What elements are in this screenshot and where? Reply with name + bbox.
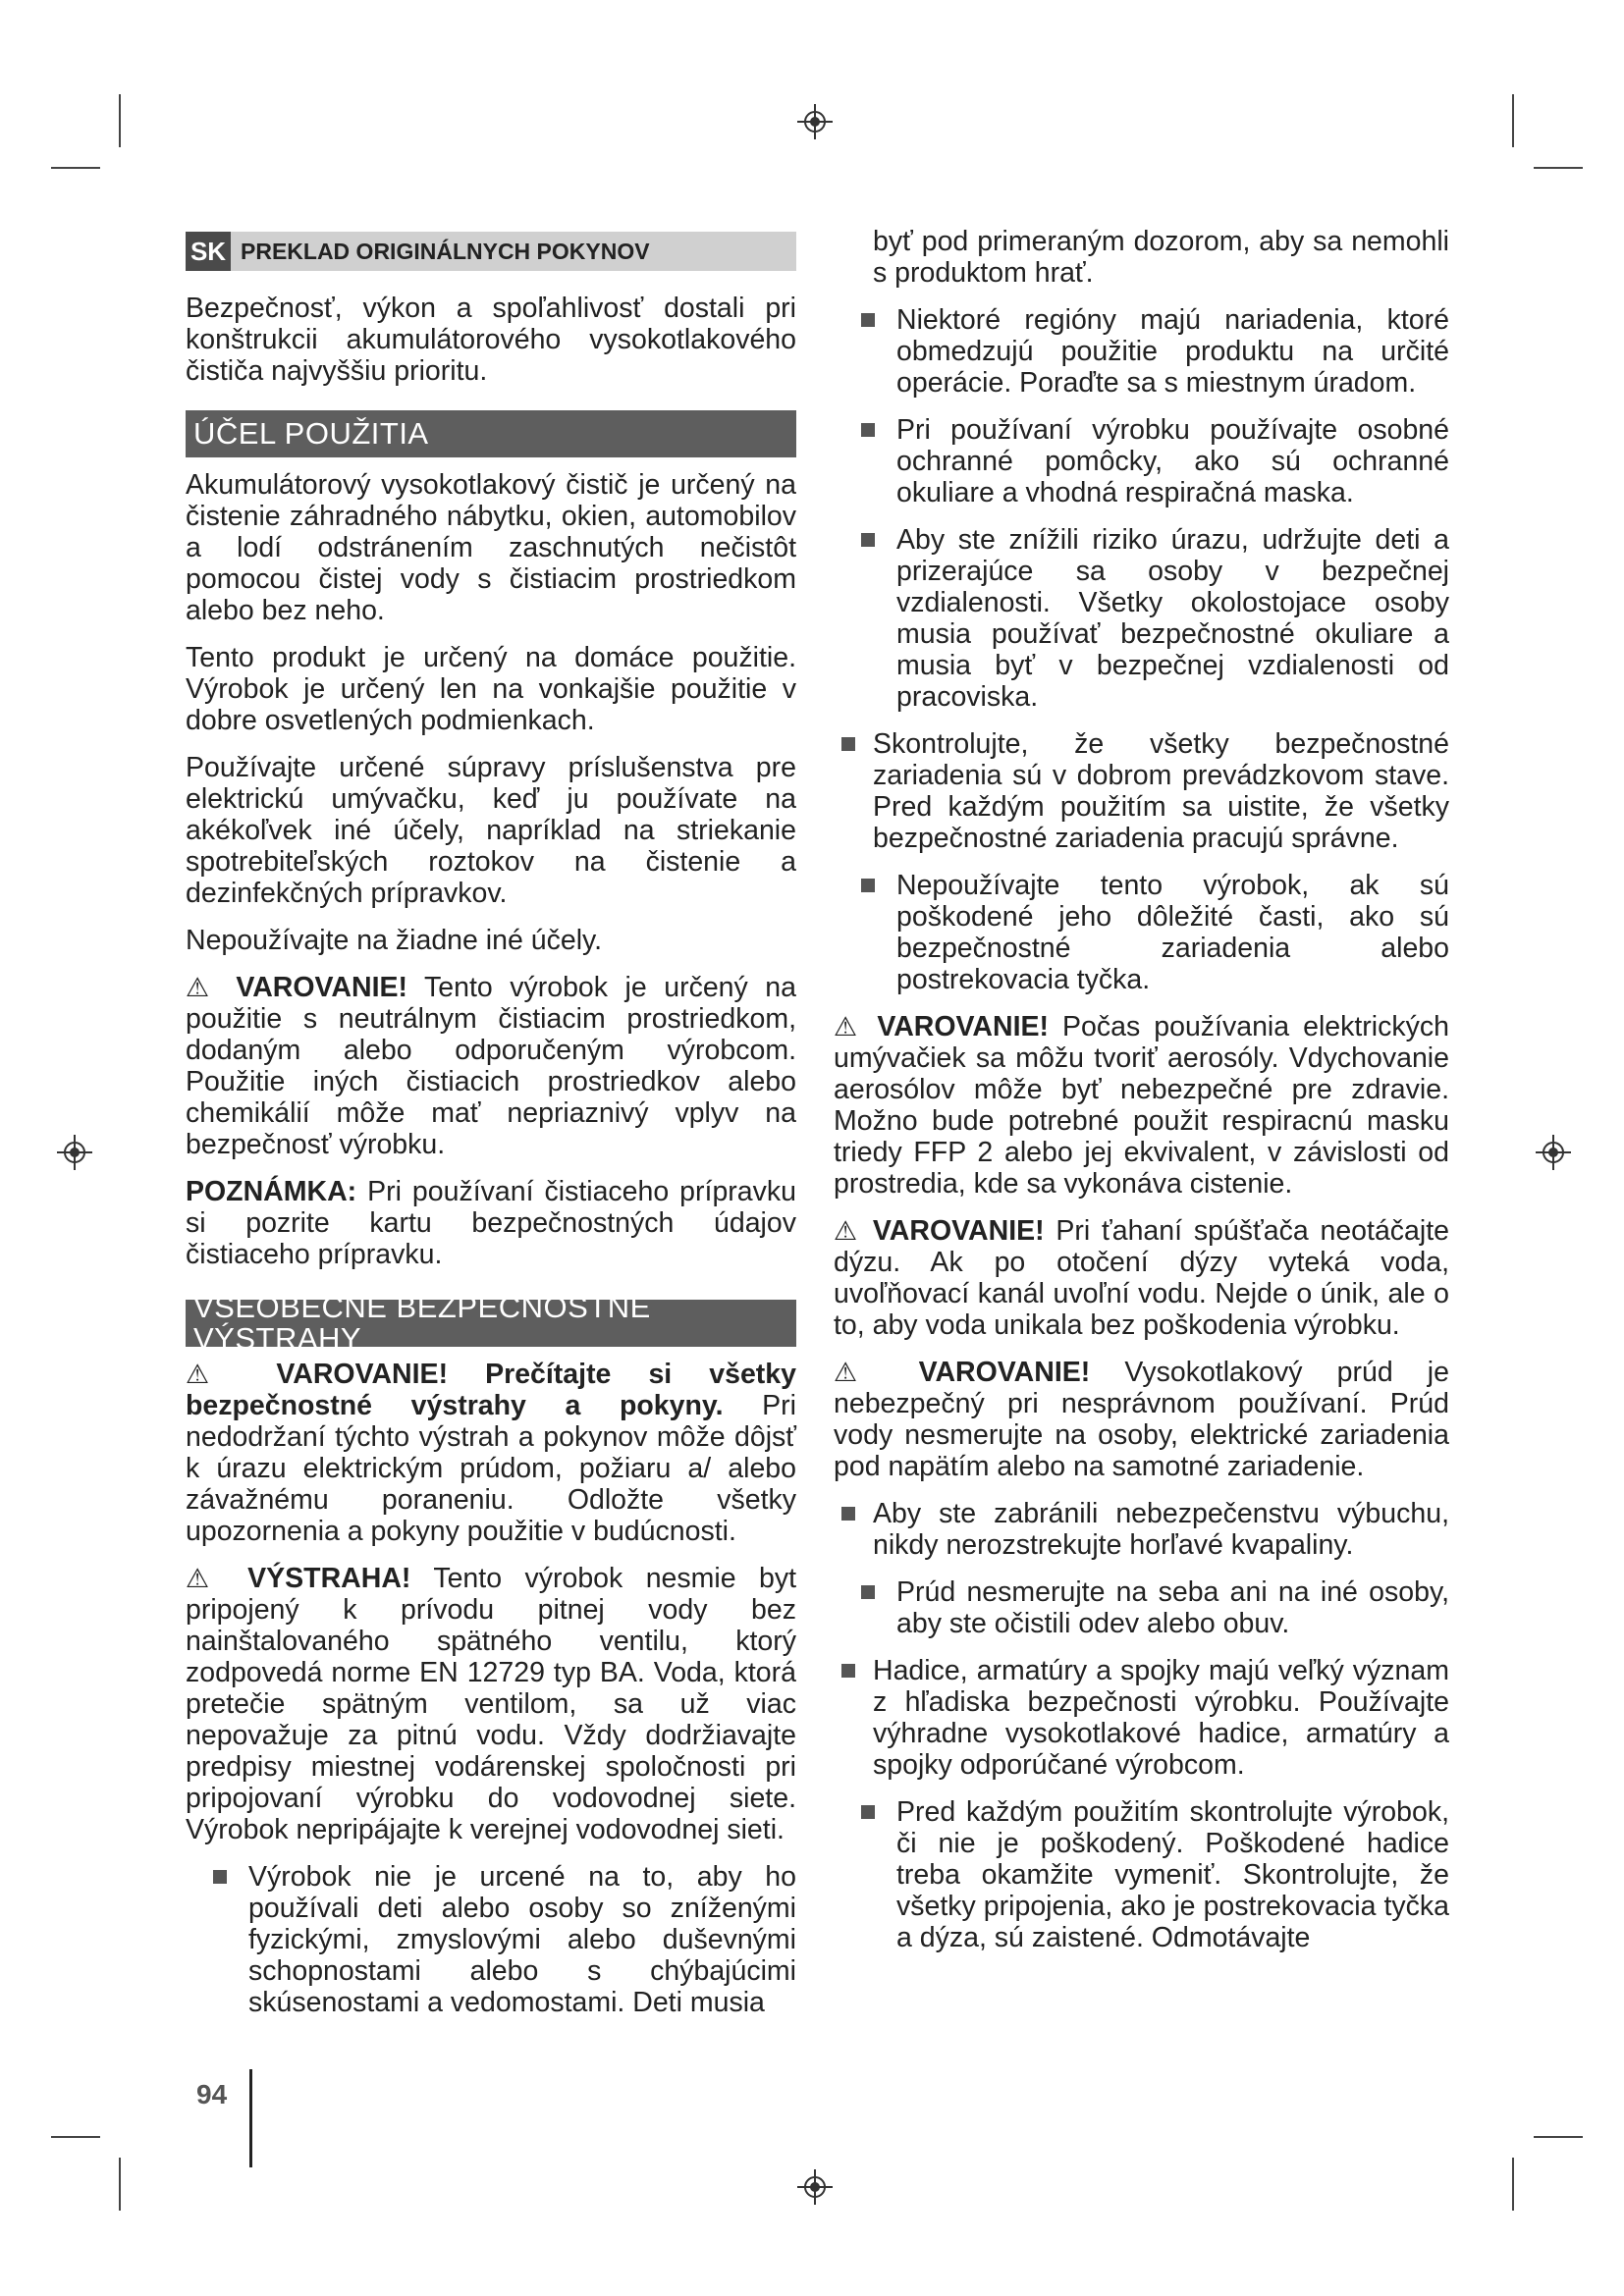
language-header — [186, 232, 796, 271]
crop-mark — [119, 2158, 121, 2211]
list-item — [834, 414, 1449, 508]
registration-mark-icon — [797, 104, 833, 139]
list-item-text: Niektoré regióny majú nariadenia, ktoré obmedzujú použitie produktu na určité operácie. Poraďte sa s miestnym úradom. — [896, 304, 1449, 399]
warning-label: VAROVANIE! — [872, 1215, 1045, 1247]
bullet-square-icon — [861, 879, 875, 892]
section-heading-usage: ÚČEL POUŽITIA — [186, 410, 796, 457]
warning-text: Pri nedodržaní týchto výstrah a pokynov môže dôjsť k úrazu elektrickým prúdom, požiaru a/ alebo závažnému poraneniu. Odložte všetky upozornenia a pokyny použitie v budúcnosti. — [186, 1390, 797, 1547]
list-item — [834, 1576, 1449, 1639]
usage-paragraph: Akumulátorový vysokotlakový čistič je určený na čistenie záhradného nábytku, okien, automobilov a lodí odstránením zaschnutých nečistôt pomocou čistej vody s čistiacim prostriedkom alebo bez neho. — [186, 469, 796, 626]
caution-text: Tento výrobok nesmie byt pripojený k prívodu pitnej vody bez nainštalovaného spätného ventilu, ktorý zodpovedá norme EN 12729 typ BA. Voda, ktorá pretečie spätným ventilom, sa už viac nepovažuje za pitnú vodu. Vždy dodržiavajte predpisy miestnej vodárenskej spoločnosti pri pripojovaní výrobku do vodovodnej siete. Výrobok nepripájajte k verejnej vodovodnej sieti. — [186, 1563, 797, 1845]
usage-paragraph: Používajte určené súpravy príslušenstva pre elektrickú umývačku, keď ju používate na akékoľvek iné účely, napríklad na striekanie spotrebiteľských roztokov na čistenie a dezinfekčných prípravkov. — [186, 752, 796, 909]
list-item — [834, 1498, 1449, 1561]
warning-paragraph — [834, 1215, 1449, 1341]
bullet-square-icon — [841, 1507, 855, 1521]
intro-paragraph: Bezpečnosť, výkon a spoľahlivosť dostali pri konštrukcii akumulátorového vysokotlakového čističa najvyššiu prioritu. — [186, 293, 796, 387]
warning-paragraph — [186, 972, 796, 1160]
note-label: POZNÁMKA: — [186, 1176, 357, 1207]
warning-text: Pri ťahaní spúšťača neotáčajte dýzu. Ak po otočení dýzy vyteká voda, uvoľňovací kanál uvoľní vodu. Nejde o únik, ale o to, aby voda unikala bez poškodenia výrobku. — [834, 1215, 1450, 1341]
list-item-text: Aby ste znížili riziko úrazu, udržujte deti a prizerajúce sa osoby v bezpečnej vzdialenosti. Všetky okolostojace osoby musia používať bezpečnostné okuliare a musia byť v bezpečnej vzdialenosti od pracoviska. — [896, 524, 1449, 713]
bullet-square-icon — [841, 1664, 855, 1678]
list-item — [834, 870, 1449, 995]
note-text: Pri používaní čistiaceho prípravku si pozrite kartu bezpečnostných údajov čistiaceho prípravku. — [186, 1176, 796, 1270]
crop-mark — [51, 167, 100, 169]
warning-label: VAROVANIE! — [236, 972, 408, 1003]
language-title: PREKLAD ORIGINÁLNYCH POKYNOV — [241, 239, 650, 264]
list-item — [834, 1796, 1449, 1953]
warning-triangle-icon: ⚠ — [834, 1358, 885, 1387]
right-column — [834, 226, 1449, 1969]
list-item-text: Skontrolujte, že všetky bezpečnostné zariadenia sú v dobrom prevádzkovom stave. Pred každým použitím sa uistite, že všetky bezpečnostné zariadenia pracujú správne. — [873, 728, 1449, 854]
crop-mark — [1534, 2136, 1583, 2138]
list-item-text: Pri používaní výrobku používajte osobné ochranné pomôcky, ako sú ochranné okuliare a vhodná respiračná maska. — [896, 414, 1449, 508]
continued-paragraph: byť pod primeraným dozorom, aby sa nemohli s produktom hrať. — [873, 226, 1449, 289]
crop-mark — [1534, 167, 1583, 169]
list-item-text: Pred každým použitím skontrolujte výrobok, či nie je poškodený. Poškodené hadice treba okamžite vymeniť. Skontrolujte, že všetky pripojenia, ako je postrekovacia tyčka a dýza, sú zaistené. Odmotávajte — [896, 1796, 1449, 1953]
list-item — [834, 728, 1449, 854]
bullet-square-icon — [861, 1805, 875, 1819]
note-paragraph — [186, 1176, 796, 1270]
registration-mark-icon — [1536, 1135, 1571, 1170]
bullet-square-icon — [861, 313, 875, 327]
list-item — [186, 1861, 796, 2018]
bullet-square-icon — [861, 423, 875, 437]
list-item — [834, 524, 1449, 713]
page-number: 94 — [196, 2079, 228, 2109]
list-item — [834, 304, 1449, 399]
warning-label: VAROVANIE! Prečítajte si všetky bezpečnostné výstrahy a pokyny. — [186, 1359, 796, 1421]
crop-mark — [1512, 2158, 1514, 2211]
crop-mark — [119, 94, 121, 147]
language-code: SK — [186, 232, 231, 271]
warning-paragraph — [186, 1359, 796, 1547]
list-item-text: Aby ste zabránili nebezpečenstvu výbuchu, nikdy nerozstrekujte horľavé kvapaliny. — [873, 1498, 1449, 1561]
bullet-square-icon — [861, 533, 875, 547]
warning-triangle-icon: ⚠ — [186, 1360, 240, 1389]
usage-paragraph: Tento produkt je určený na domáce použitie. Výrobok je určený len na vonkajšie použitie v dobre osvetlených podmienkach. — [186, 642, 796, 736]
list-item-text: Nepoužívajte tento výrobok, ak sú poškodené jeho dôležité časti, ako sú bezpečnostné zariadenia alebo postrekovacia tyčka. — [896, 870, 1449, 995]
warning-label: VAROVANIE! — [918, 1357, 1091, 1388]
section-heading-general: VŠEOBECNÉ BEZPEČNOSTNÉ VÝSTRAHY — [186, 1300, 796, 1347]
warning-triangle-icon: ⚠ — [834, 1216, 862, 1246]
warning-text: Počas používania elektrických umývačiek sa môžu tvoriť aerosóly. Vdychovanie aerosólov môže byť nebezpečné pre zdravie. Možno bude potrebné použit respiracnú masku triedy FFP 2 alebo jej ekvivalent, v závislosti od prostredia, kde sa vykonáva cistenie. — [834, 1011, 1449, 1200]
warning-paragraph — [834, 1357, 1449, 1482]
list-item-text: Výrobok nie je urcené na to, aby ho používali deti alebo osoby so zníženými fyzickými, zmyslovými alebo duševnými schopnostami alebo s chýbajúcimi skúsenostami a vedomostami. Deti musia — [248, 1861, 796, 2018]
warning-triangle-icon: ⚠ — [186, 1564, 225, 1593]
bullet-square-icon — [861, 1585, 875, 1599]
warning-triangle-icon: ⚠ — [834, 1012, 864, 1041]
caution-label: VÝSTRAHA! — [247, 1563, 411, 1594]
left-column — [186, 226, 796, 2034]
warning-label: VAROVANIE! — [877, 1011, 1050, 1042]
warning-triangle-icon: ⚠ — [186, 973, 219, 1002]
crop-mark — [1512, 94, 1514, 147]
warning-text: Vysokotlakový prúd je nebezpečný pri nesprávnom používaní. Prúd vody nesmerujte na osoby, elektrické zariadenia pod napätím alebo na samotné zariadenie. — [834, 1357, 1449, 1482]
caution-paragraph — [186, 1563, 796, 1845]
bullet-square-icon — [841, 737, 855, 751]
list-item-text: Hadice, armatúry a spojky majú veľký význam z hľadiska bezpečnosti výrobku. Používajte výhradne vysokotlakové hadice, armatúry a spojky odporúčané výrobcom. — [873, 1655, 1449, 1781]
page-number-divider — [249, 2069, 252, 2167]
list-item — [834, 1655, 1449, 1781]
crop-mark — [51, 2136, 100, 2138]
usage-paragraph: Nepoužívajte na žiadne iné účely. — [186, 925, 603, 956]
list-item-text: Prúd nesmerujte na seba ani na iné osoby, aby ste očistili odev alebo obuv. — [896, 1576, 1449, 1639]
registration-mark-icon — [797, 2169, 833, 2205]
bullet-square-icon — [213, 1870, 227, 1884]
registration-mark-icon — [57, 1135, 92, 1170]
warning-paragraph — [834, 1011, 1449, 1200]
warning-text: Tento výrobok je určený na použitie s neutrálnym čistiacim prostriedkom, dodaným alebo odporučeným výrobcom. Použitie iných čistiacich prostriedkov alebo chemikálií môže mať nepriaznivý vplyv na bezpečnosť výrobku. — [186, 972, 796, 1160]
